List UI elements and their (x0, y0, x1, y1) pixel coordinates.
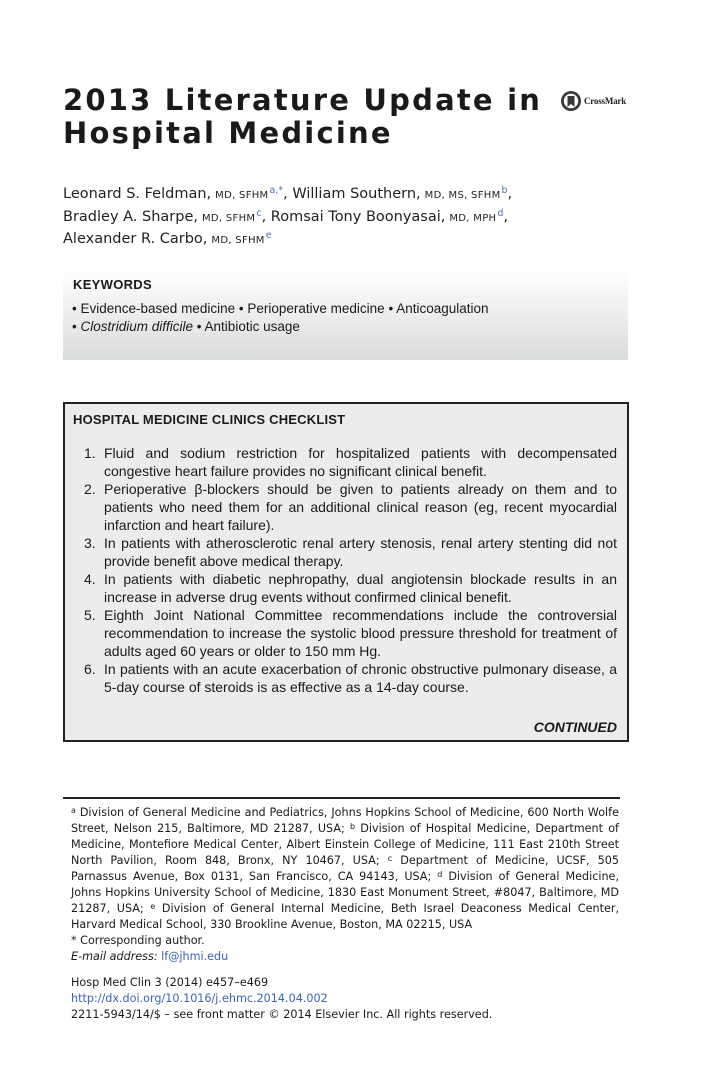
author-separator: , (503, 208, 508, 225)
keywords-heading: KEYWORDS (73, 277, 152, 292)
corresponding-author-note: * Corresponding author. (71, 934, 205, 947)
author-name: William Southern, (292, 186, 421, 202)
keyword: Anticoagulation (396, 301, 489, 316)
item-number: 3. (84, 535, 96, 551)
affiliation-sup: e (150, 902, 156, 911)
affiliation-sup: c (387, 854, 393, 863)
bullet: • (196, 319, 202, 334)
author-name: Alexander R. Carbo, (63, 231, 208, 247)
keyword: Perioperative medicine (247, 301, 385, 316)
bullet: • (238, 301, 244, 316)
affiliation-text: Division of Hospital Medicine, Department of Medicine, Montefiore Medical Center, Albert Einstein College of Medicine, 111 East 210th Street North Pavilion, Room 848, Bronx, NY 10467, USA; (71, 822, 619, 867)
item-number: 1. (84, 445, 96, 461)
bullet: • (72, 319, 77, 334)
item-text: Fluid and sodium restriction for hospitalized patients with decompensated congestive heart failure provides no significant clinical benefit. (104, 445, 617, 479)
keyword: Antibiotic usage (204, 319, 300, 334)
checklist-items (65, 444, 627, 696)
doi-link[interactable]: http://dx.doi.org/10.1016/j.ehmc.2014.04.002 (71, 992, 328, 1005)
affiliation-marker[interactable]: e (265, 230, 272, 241)
affiliations (71, 805, 619, 933)
author-separator: , (261, 208, 267, 225)
author-line-3 (63, 229, 663, 252)
email-line (71, 949, 619, 965)
item-text: Perioperative β-blockers should be given to patients already on them and to patients who need them for an additional clinical reason (eg, recent myocardial infarction and heart failure). (104, 481, 617, 533)
copyright-line: 2211-5943/14/$ – see front matter © 2014 Elsevier Inc. All rights reserved. (71, 1008, 493, 1021)
checklist-item (65, 534, 627, 570)
continued-label: CONTINUED (533, 719, 617, 735)
item-text: Eighth Joint National Committee recommendations include the controversial recommendation to increase the systolic blood pressure threshold for treatment of adults aged 60 years or older to 150 mm Hg. (104, 607, 617, 659)
item-text: In patients with diabetic nephropathy, dual angiotensin blockade results in an increase in adverse drug events without confirmed clinical benefit. (104, 571, 617, 605)
title-line-1: 2013 Literature Update in (63, 83, 543, 117)
checklist-box (63, 402, 629, 742)
affiliation-marker[interactable]: a,* (269, 185, 284, 196)
footnotes (71, 805, 619, 965)
keywords-line-1 (72, 301, 489, 316)
crossmark-badge[interactable] (560, 90, 626, 112)
footnote-divider (63, 797, 620, 799)
checklist-item (65, 570, 627, 606)
author-separator: , (283, 186, 288, 202)
affiliation-marker[interactable]: b (501, 185, 508, 196)
keywords-line-2 (72, 319, 300, 334)
keyword: Clostridium difficile (80, 319, 194, 334)
checklist-item (65, 660, 627, 696)
bullet: • (388, 301, 394, 316)
email-label: E-mail address: (71, 950, 158, 963)
author-line-2 (63, 207, 663, 230)
item-text: In patients with an acute exacerbation of chronic obstructive pulmonary disease, a 5-day course of steroids is as effective as a 14-day course. (104, 661, 617, 695)
item-number: 2. (84, 481, 96, 497)
item-number: 6. (84, 661, 96, 677)
affiliation-text: Division of General Medicine, Johns Hopkins University School of Medicine, 1830 East Monument Street, #8047, Baltimore, MD 21287, USA; (71, 870, 619, 915)
keywords-box (63, 268, 628, 360)
citation-block (71, 975, 631, 1023)
affiliation-marker[interactable]: d (497, 207, 504, 219)
author-degrees: MD, MPH (449, 212, 497, 224)
title-line-2: Hospital Medicine (63, 116, 393, 150)
checklist-heading: HOSPITAL MEDICINE CLINICS CHECKLIST (73, 412, 346, 427)
keyword: Evidence-based medicine (80, 301, 236, 316)
author-separator: , (507, 186, 513, 202)
checklist-item (65, 444, 627, 480)
item-text: In patients with atherosclerotic renal artery stenosis, renal artery stenting did not provide benefit above medical therapy. (104, 535, 617, 569)
author-degrees: MD, SFHM (211, 235, 265, 246)
affiliation-marker[interactable]: c (256, 207, 262, 219)
author-degrees: MD, SFHM (215, 190, 269, 201)
checklist-item (65, 480, 627, 534)
checklist-item (65, 606, 627, 660)
item-number: 4. (84, 571, 96, 587)
affiliation-sup: a (71, 806, 76, 815)
bullet: • (72, 301, 77, 316)
author-degrees: MD, MS, SFHM (424, 190, 501, 201)
author-name: Leonard S. Feldman, (63, 186, 212, 202)
affiliation-text: Department of Medicine, UCSF, 505 Parnassus Avenue, Box 0131, San Francisco, CA 94143, USA; (71, 854, 620, 883)
author-list (63, 184, 663, 252)
affiliation-text: Division of General Medicine and Pediatrics, Johns Hopkins School of Medicine, 600 North Wolfe Street, Nelson 215, Baltimore, MD 21287, USA; (71, 806, 619, 835)
author-name: Bradley A. Sharpe, (63, 208, 198, 225)
email-link[interactable]: lf@jhmi.edu (161, 950, 229, 963)
journal-citation: Hosp Med Clin 3 (2014) e457–e469 (71, 976, 269, 989)
crossmark-label: CrossMark (584, 96, 627, 106)
author-name: Romsai Tony Boonyasai, (270, 208, 446, 225)
affiliation-text: Division of General Internal Medicine, Beth Israel Deaconess Medical Center, Harvard Medical School, 330 Brookline Avenue, Boston, MA 02215, USA (71, 902, 619, 931)
article-title (63, 84, 543, 150)
crossmark-icon (560, 90, 582, 112)
author-degrees: MD, SFHM (202, 212, 256, 224)
item-number: 5. (84, 607, 96, 623)
affiliation-sup: d (437, 870, 443, 879)
author-line-1 (63, 184, 663, 207)
affiliation-sup: b (349, 822, 356, 831)
